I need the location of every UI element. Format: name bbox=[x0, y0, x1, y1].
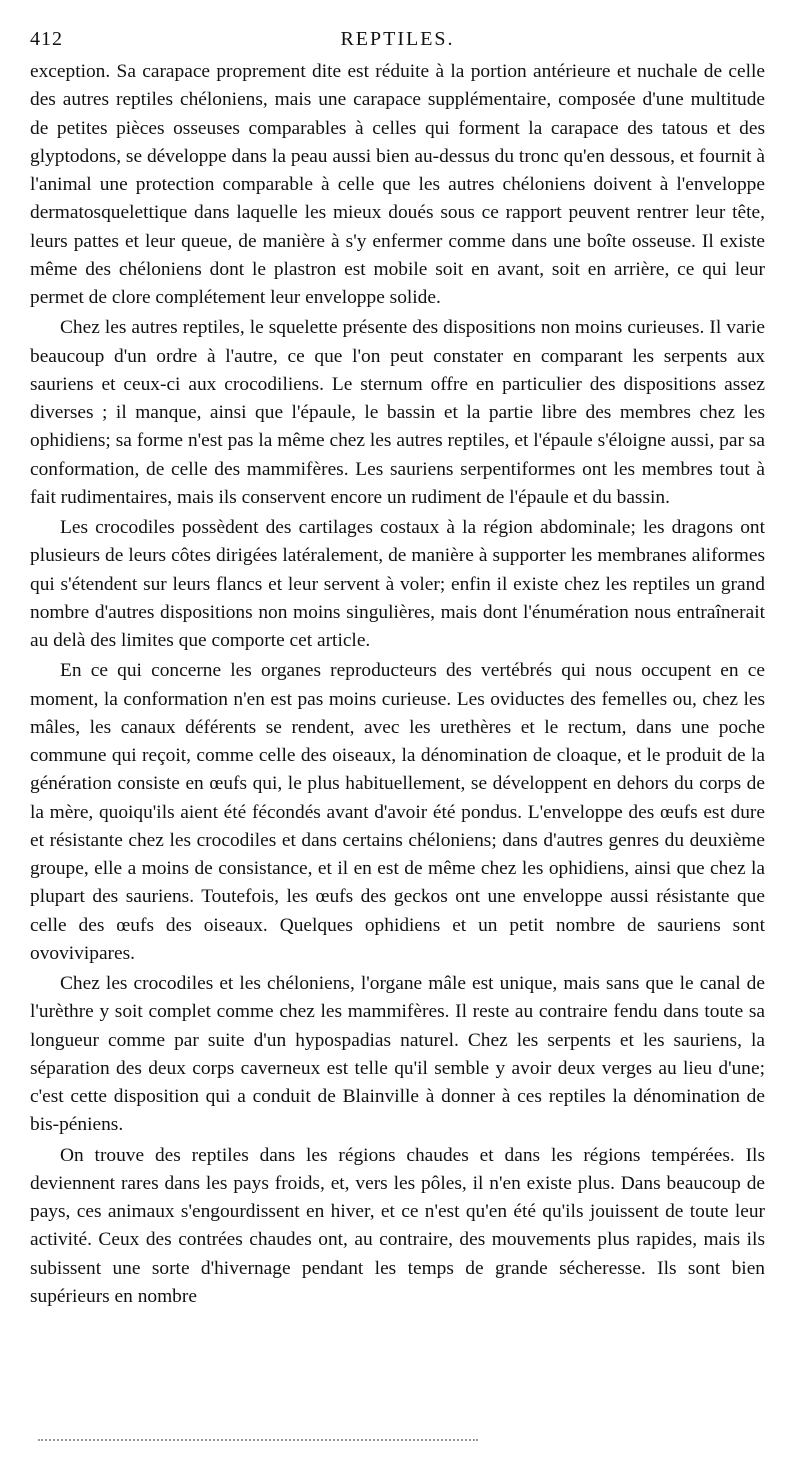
paragraph-crocodiles: Les crocodiles possèdent des cartilages costaux à la région abdominale; les dragons ont plusieurs de leurs côtes dirigées latéralement, de manière à supporter les membranes aliformes qui s'étendent sur leurs flancs et leur servent à voler; enfin il existe chez les reptiles un grand nombre d'autres dispositions non moins singulières, mais dont l'énumération nous entraînerait au delà des limites que comporte cet article. bbox=[30, 517, 765, 651]
page-number: 412 bbox=[30, 28, 63, 50]
paragraph-distribution: On trouve des reptiles dans les régions chaudes et dans les régions tempérées. Ils deviennent rares dans les pays froids, et, vers les pôles, il n'en existe plus. Dans beaucoup de pays, ces animaux s'engourdissent en hiver, et ce n'est qu'en été qu'ils jouissent de toute leur activité. Ceux des contrées chaudes ont, au contraire, des mouvements plus rapides, mais ils subissent une sorte d'hivernage pendant les temps de grande sécheresse. Ils sont bien supérieurs en nombre bbox=[30, 1144, 765, 1307]
paragraph-skeleton: Chez les autres reptiles, le squelette présente des dispositions non moins curieuses. Il varie beaucoup d'un ordre à l'autre, ce que l'on peut constater en comparant les serpents aux sauriens et ceux-ci aux crocodiliens. Le sternum offre en particulier des dispositions assez diverses ; il manque, ainsi que l'épaule, le bassin et la partie libre des membres chez les ophidiens; sa forme n'est pas la même chez les autres reptiles, et l'épaule s'éloigne aussi, par sa conformation, de celle des mammifères. Les sauriens serpentiformes ont les membres tout à fait rudimentaires, mais ils conservent encore un rudiment de l'épaule et du bassin. bbox=[30, 317, 765, 508]
paragraph-reproduction: En ce qui concerne les organes reproducteurs des vertébrés qui nous occupent en ce moment, la conformation n'en est pas moins curieuse. Les oviductes des femelles ou, chez les mâles, les canaux déférents se rendent, avec les urethères et le rectum, dans une poche commune qui reçoit, comme celle des oiseaux, la dénomination de cloaque, et le produit de la génération consiste en œufs qui, le plus habituellement, se développent en dehors du corps de la mère, quoiqu'ils aient été fécondés avant d'avoir été pondus. L'enveloppe des œufs est dure et résistante chez les crocodiles et dans certains chéloniens; dans d'autres genres du deuxième groupe, elle a moins de consistance, et il en est de même chez les ophidiens, ainsi que chez la plupart des sauriens. Toutefois, les œufs des geckos ont une enveloppe aussi résistante que celle des œufs des oiseaux. Quelques ophidiens et un petit nombre de sauriens sont ovovivipares. bbox=[30, 660, 765, 964]
footer-dotted-rule bbox=[38, 1439, 478, 1441]
book-page bbox=[30, 28, 765, 1313]
running-head bbox=[30, 28, 765, 58]
section-title: REPTILES. bbox=[340, 28, 455, 50]
paragraph-male-organ: Chez les crocodiles et les chéloniens, l'organe mâle est unique, mais sans que le canal de l'urèthre y soit complet comme chez les mammifères. Il reste au contraire fendu dans toute sa longueur comme par suite d'un hypospadias naturel. Chez les serpents et les sauriens, la séparation des deux corps caverneux est telle qu'il semble y avoir deux verges au lieu d'une; c'est cette disposition qui a conduit de Blainville à donner à ces reptiles la dénomination de bis-péniens. bbox=[30, 973, 765, 1136]
body-text bbox=[30, 58, 765, 1311]
paragraph-continuation: exception. Sa carapace proprement dite est réduite à la portion antérieure et nuchale de celle des autres reptiles chéloniens, mais une carapace supplémentaire, composée d'une multitude de petites pièces osseuses comparables à celles qui forment la carapace des tatous et des glyptodons, se développe dans la peau aussi bien au-dessus du tronc qu'en dessous, et fournit à l'animal une protection comparable à celle que les autres chéloniens doivent à l'enveloppe dermatosquelettique dans laquelle les mieux doués sous ce rapport peuvent rentrer leur tête, leurs pattes et leur queue, de manière à s'y enfermer comme dans une boîte osseuse. Il existe même des chéloniens dont le plastron est mobile soit en avant, soit en arrière, ce qui leur permet de clore complétement leur enveloppe solide. bbox=[30, 61, 765, 308]
